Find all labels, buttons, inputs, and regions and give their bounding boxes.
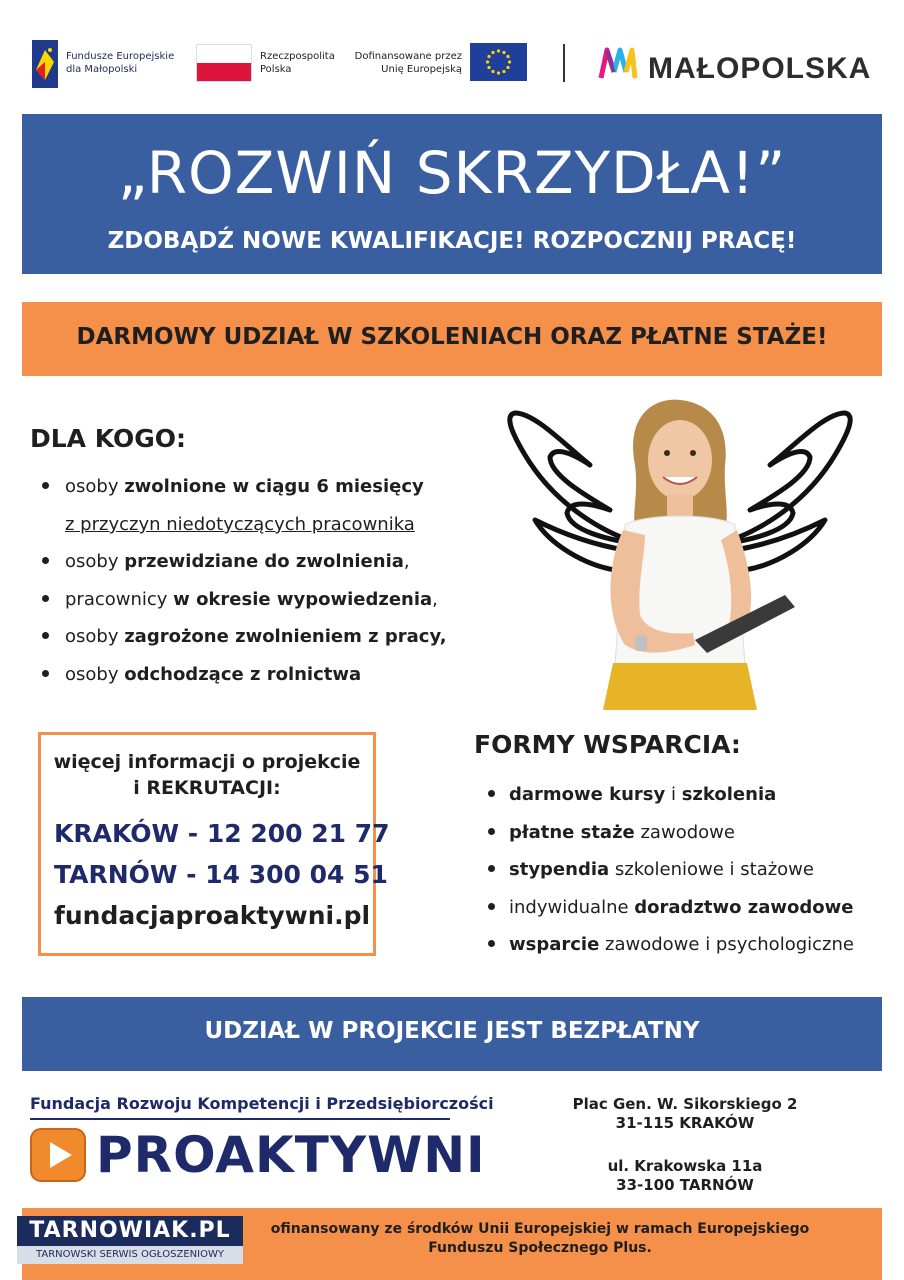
poland-logo-text — [260, 50, 335, 76]
list-item: pracownicy w okresie wypowiedzenia, — [42, 587, 438, 613]
bullet-icon — [42, 595, 49, 602]
support-heading: FORMY WSPARCIA: — [474, 730, 741, 759]
list-item: osoby zwolnione w ciągu 6 miesięcy — [42, 474, 424, 500]
website-link[interactable]: fundacjaproaktywni.pl — [54, 901, 371, 930]
poland-line1: Rzeczpospolita — [260, 51, 335, 62]
bullet-icon — [42, 670, 49, 677]
eu-funds-logo-text — [66, 50, 174, 76]
bullet-icon — [488, 790, 495, 797]
eu-cofund-line1: Dofinansowane przez — [354, 51, 462, 62]
eu-flag-icon — [470, 43, 527, 81]
list-item: osoby przewidziane do zwolnienia, — [42, 549, 410, 575]
offer-text: DARMOWY UDZIAŁ W SZKOLENIACH ORAZ PŁATNE STAŻE! — [76, 324, 828, 350]
footer-line2: Funduszu Społecznego Plus. — [428, 1240, 652, 1256]
header-divider — [563, 44, 565, 82]
play-icon — [30, 1128, 86, 1182]
list-item: indywidualne doradztwo zawodowe — [488, 895, 854, 921]
malopolska-logo-text: MAŁOPOLSKA — [648, 52, 872, 85]
footer-text — [230, 1220, 850, 1258]
foundation-divider — [30, 1118, 450, 1120]
eu-cofund-line2: Unię Europejską — [381, 64, 462, 75]
bullet-icon — [42, 557, 49, 564]
woman-with-wings-photo — [495, 395, 865, 710]
phone-tarnow[interactable]: TARNÓW - 14 300 04 51 — [54, 860, 388, 889]
bullet-icon — [488, 828, 495, 835]
eu-funds-logo-icon — [32, 40, 58, 88]
address-tarnow — [560, 1157, 810, 1195]
list-item: płatne staże zawodowe — [488, 820, 735, 846]
page-subtitle: ZDOBĄDŹ NOWE KWALIFIKACJE! ROZPOCZNIJ PRACĘ! — [107, 228, 797, 254]
foundation-name: Fundacja Rozwoju Kompetencji i Przedsiębiorczości — [30, 1094, 494, 1113]
audience-heading: DLA KOGO: — [30, 424, 187, 453]
address-line: ul. Krakowska 11a — [607, 1157, 763, 1175]
address-line: 33-100 TARNÓW — [616, 1176, 754, 1194]
footer-line1: ofinansowany ze środków Unii Europejskiej w ramach Europejskiego — [270, 1221, 810, 1237]
proaktywni-logo-text: PROAKTYWNI — [96, 1126, 486, 1184]
info-line2: i REKRUTACJI: — [133, 777, 281, 799]
watermark-logo: TARNOWIAK.PL — [17, 1216, 243, 1246]
eu-cofund-text — [340, 50, 462, 76]
address-line: 31-115 KRAKÓW — [615, 1114, 755, 1132]
bullet-icon — [488, 865, 495, 872]
list-item: stypendia szkoleniowe i stażowe — [488, 857, 814, 883]
list-item: wsparcie zawodowe i psychologiczne — [488, 932, 854, 958]
list-item: darmowe kursy i szkolenia — [488, 782, 776, 808]
bullet-icon — [488, 903, 495, 910]
bullet-icon — [42, 482, 49, 489]
info-line1: więcej informacji o projekcie — [53, 751, 361, 773]
eu-funds-line1: Fundusze Europejskie — [66, 51, 175, 62]
list-item-continuation: z przyczyn niedotyczących pracownika — [65, 514, 415, 535]
malopolska-logo-icon — [598, 44, 638, 82]
address-line: Plac Gen. W. Sikorskiego 2 — [572, 1095, 798, 1113]
list-item: osoby zagrożone zwolnieniem z pracy, — [42, 624, 447, 650]
watermark-subtitle: TARNOWSKI SERWIS OGŁOSZENIOWY — [17, 1246, 243, 1264]
page-title: „ROZWIŃ SKRZYDŁA!” — [117, 139, 787, 207]
poland-line2: Polska — [260, 64, 292, 75]
address-krakow — [560, 1095, 810, 1133]
bullet-icon — [488, 940, 495, 947]
eu-funds-line2: dla Małopolski — [66, 64, 138, 75]
bullet-icon — [42, 632, 49, 639]
free-text: UDZIAŁ W PROJEKCIE JEST BEZPŁATNY — [204, 1018, 700, 1044]
list-item: osoby odchodzące z rolnictwa — [42, 662, 361, 688]
poland-flag-icon — [196, 44, 252, 82]
phone-krakow[interactable]: KRAKÓW - 12 200 21 77 — [54, 819, 390, 848]
